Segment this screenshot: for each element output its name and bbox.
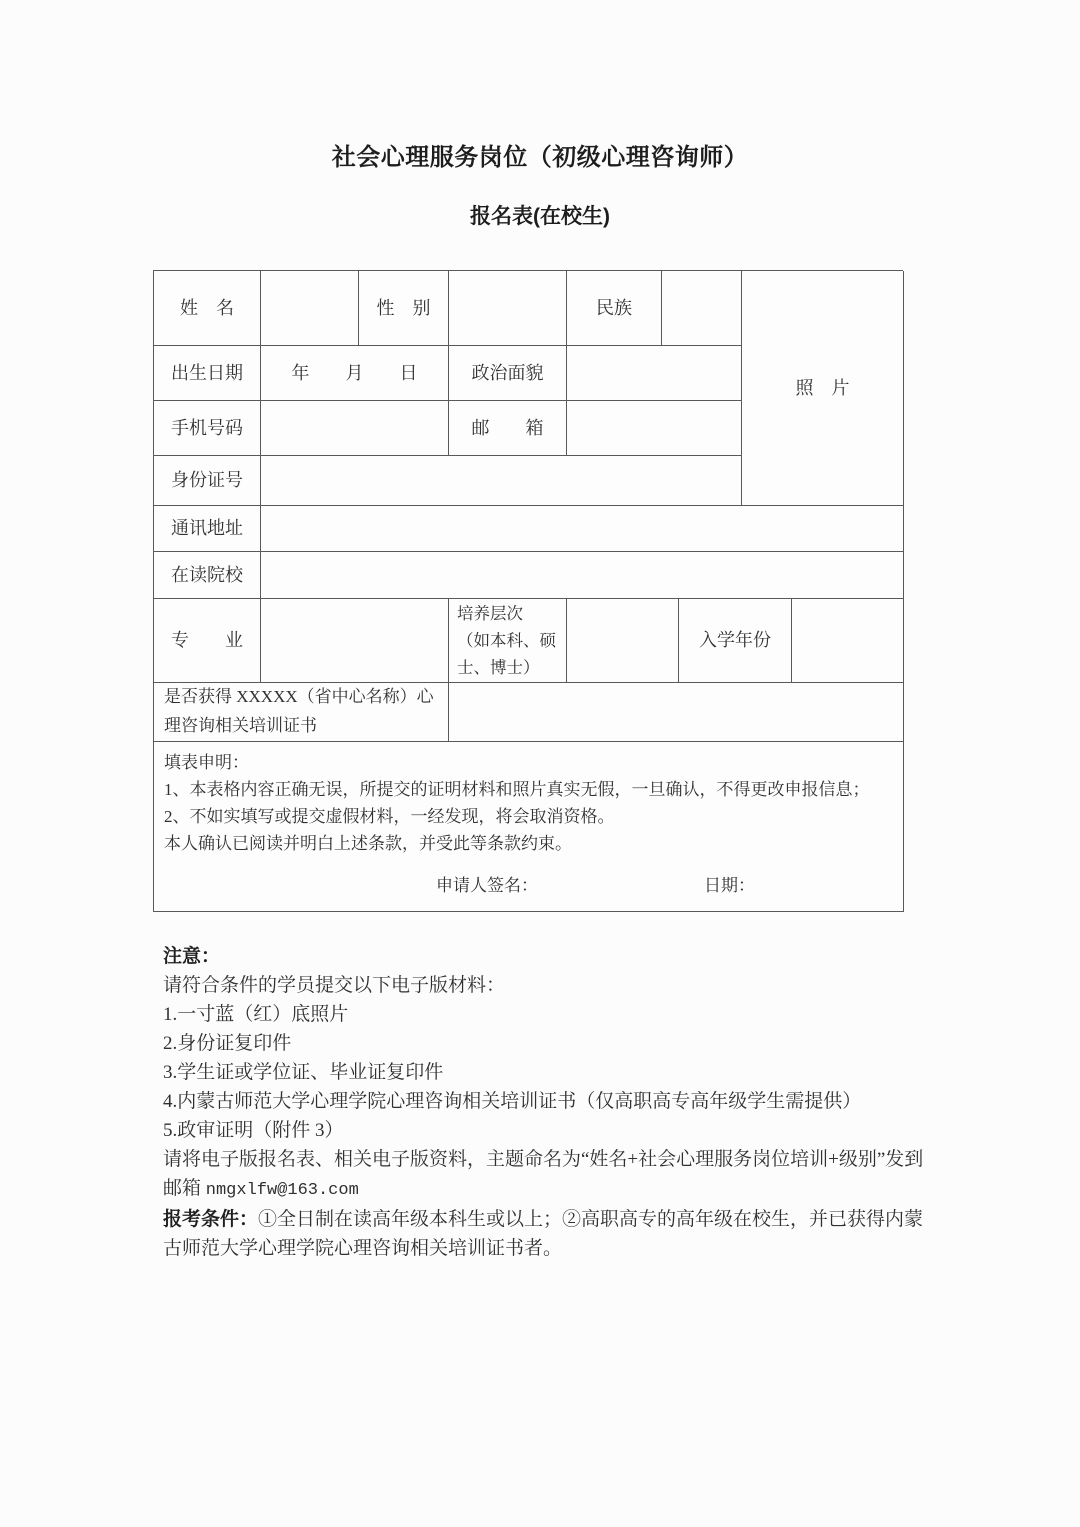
declaration-heading: 填表申明：	[164, 753, 249, 772]
training-level-value-cell	[567, 599, 679, 683]
birth-date-label: 出生日期	[154, 346, 261, 401]
major-label: 专 业	[154, 599, 261, 683]
notes-heading: 注意：	[163, 946, 221, 967]
id-number-label: 身份证号	[154, 456, 261, 506]
enrollment-year-label: 入学年份	[679, 599, 792, 683]
gender-label: 性 别	[359, 271, 449, 346]
major-value-cell	[261, 599, 449, 683]
birth-date-value-cell: 年 月 日	[261, 346, 449, 401]
declaration-line: 本人确认已阅读并明白上述条款，并受此等条款约束。	[164, 834, 572, 853]
page-title: 社会心理服务岗位（初级心理咨询师）	[331, 144, 749, 171]
requirements-text: ①全日制在读高年级本科生或以上；②高职高专的高年级在校生，并已获得内蒙古师范大学心理学院心理咨询相关培训证书者。	[163, 1209, 924, 1259]
page-subtitle: 报名表(在校生)	[470, 205, 610, 228]
date-label: 日期：	[704, 876, 755, 895]
email-label: 邮 箱	[449, 401, 567, 456]
political-status-label: 政治面貌	[449, 346, 567, 401]
enrollment-year-value-cell	[792, 599, 904, 683]
signature-label: 申请人签名：	[436, 876, 538, 895]
email-address: nmgxlfw@163.com	[205, 1181, 359, 1200]
application-form-table	[153, 270, 903, 912]
declaration-line: 1、本表格内容正确无误，所提交的证明材料和照片真实无假，一旦确认，不得更改申报信息；	[164, 780, 870, 799]
note-item: 2.身份证复印件	[163, 1033, 292, 1054]
training-level-label-line2: （如本科、硕士、博士）	[457, 630, 556, 678]
ethnicity-value-cell	[662, 271, 742, 346]
declaration-line: 2、不如实填写或提交虚假材料，一经发现，将会取消资格。	[164, 807, 615, 826]
address-label: 通讯地址	[154, 506, 261, 552]
name-value-cell	[261, 271, 359, 346]
note-item: 3.学生证或学位证、毕业证复印件	[163, 1062, 444, 1083]
declaration-section	[154, 742, 904, 912]
mobile-value-cell	[261, 401, 449, 456]
submission-instruction	[163, 1145, 935, 1205]
note-item: 5.政审证明（附件 3）	[163, 1120, 344, 1141]
certificate-question-label: 是否获得 XXXXX（省中心名称）心理咨询相关培训证书	[154, 683, 449, 742]
gender-value-cell	[449, 271, 567, 346]
document-content	[153, 270, 935, 1263]
submission-text: 请将电子版报名表、相关电子版资料，主题命名为“姓名+社会心理服务岗位培训+级别”发到邮箱	[163, 1149, 924, 1199]
school-label: 在读院校	[154, 552, 261, 599]
ethnicity-label: 民族	[567, 271, 662, 346]
notes-intro: 请符合条件的学员提交以下电子版材料：	[163, 975, 506, 996]
requirements-label: 报考条件：	[163, 1209, 259, 1230]
email-value-cell	[567, 401, 742, 456]
note-item: 4.内蒙古师范大学心理学院心理咨询相关培训证书（仅高职高专高年级学生需提供）	[163, 1091, 862, 1112]
id-number-value-cell	[261, 456, 742, 506]
notes-section	[153, 942, 935, 1263]
signature-row	[164, 872, 893, 899]
school-value-cell	[261, 552, 904, 599]
political-status-value-cell	[567, 346, 742, 401]
photo-cell: 照 片	[742, 271, 904, 506]
note-item: 1.一寸蓝（红）底照片	[163, 1004, 349, 1025]
mobile-label: 手机号码	[154, 401, 261, 456]
certificate-value-cell	[449, 683, 904, 742]
training-level-label-line1: 培养层次	[457, 603, 523, 623]
training-level-label	[449, 599, 567, 683]
address-value-cell	[261, 506, 904, 552]
name-label: 姓 名	[154, 271, 261, 346]
requirements	[163, 1205, 935, 1263]
